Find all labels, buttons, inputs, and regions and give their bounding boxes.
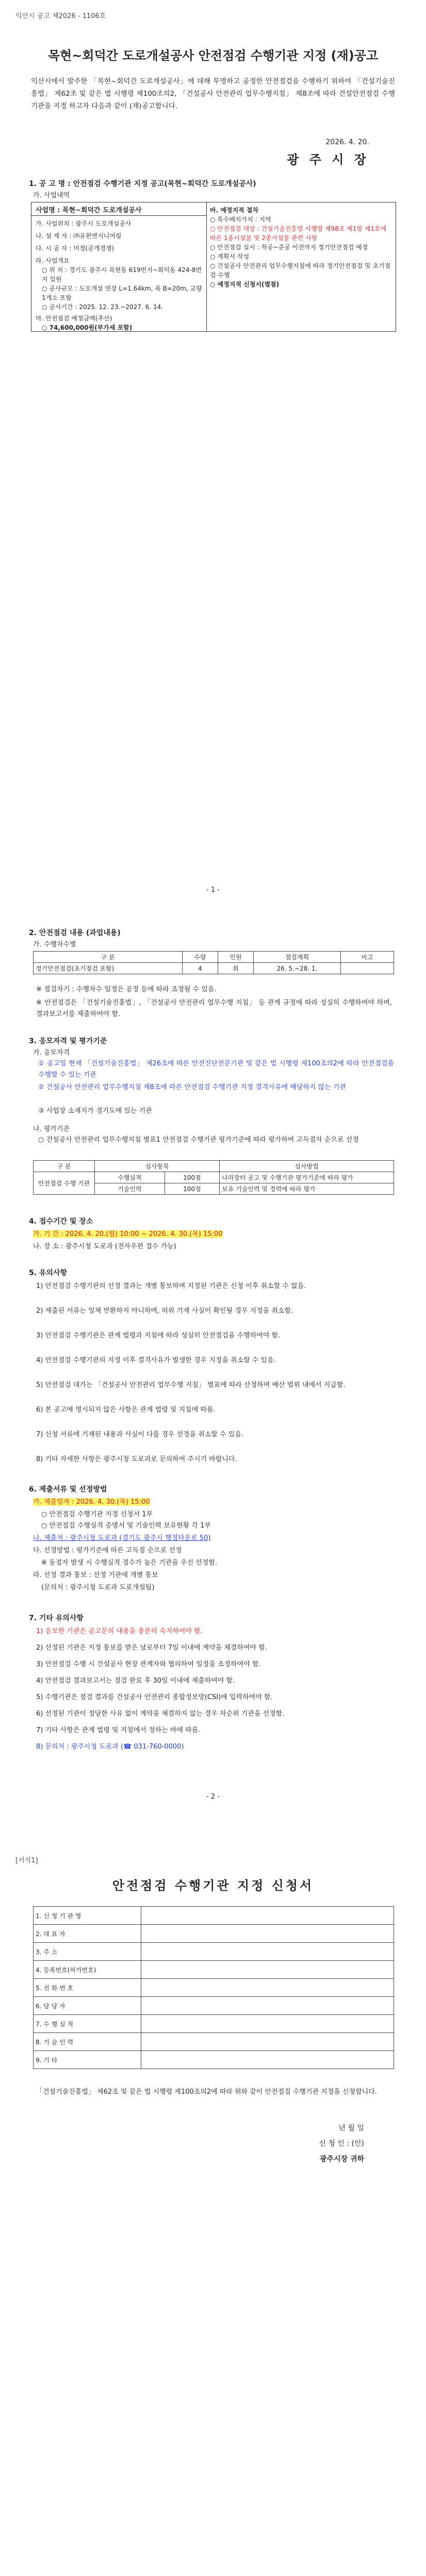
section-4-heading: 4. 접수기간 및 장소 bbox=[29, 1217, 93, 1226]
right-item: ○ 안전점검 대상 : 건설기술진흥법 시행령 제98조 제1항 제1호에 따른 1종시설물 및 2종시설물 관련 사항 bbox=[210, 225, 387, 242]
qualification: ② 건설공사 안전관리 업무수행지침 제8조에 따른 안전점검 수행기관 지정 결격사유에 해당하지 않는 기관 bbox=[38, 1083, 346, 1091]
section-6-heading: 6. 제출서류 및 선정방법 bbox=[29, 1485, 107, 1494]
etc-item: 8) 문의처 : 광주시청 도로과 (☎ 031-760-0000) bbox=[36, 1743, 184, 1751]
form-row bbox=[34, 1925, 394, 1943]
section-2-heading: 2. 안전점검 내용 (과업내용) bbox=[29, 929, 121, 937]
th-cell: 심사방법 bbox=[220, 1161, 394, 1172]
left-item: 가. 사업위치 : 광주시 도로개설공사 bbox=[36, 220, 132, 227]
notice-item: 6) 본 공고에 명시되지 않은 사항은 관계 법령 및 지침에 따름. bbox=[36, 1406, 216, 1414]
form-label-cell: 6. 담 당 자 bbox=[34, 1997, 141, 2015]
form-value-cell[interactable] bbox=[141, 1979, 394, 1997]
form-recipient: 광주시장 귀하 bbox=[319, 2155, 364, 2163]
section-7-heading: 7. 기타 유의사항 bbox=[29, 1614, 84, 1622]
left-item: ○ 위 치 : 경기도 광주시 목현동 619번지~회덕동 424-8번지 일원 bbox=[42, 266, 202, 283]
section-5-heading: 5. 유의사항 bbox=[29, 1269, 68, 1277]
left-item: 라. 사업개요 bbox=[36, 257, 70, 264]
td-cell: 보유 기술인력 및 경력에 따라 평가 bbox=[220, 1183, 394, 1195]
th-cell: 비고 bbox=[341, 952, 394, 963]
section-2-sub: 가. 수행차수별 bbox=[33, 941, 76, 948]
qualification: ③ 사업장 소재지가 경기도에 있는 기관 bbox=[38, 1107, 152, 1115]
form-row bbox=[34, 2015, 394, 2033]
left-item: 다. 시 공 자 : 미정(공개경쟁) bbox=[36, 245, 114, 252]
submit-place bbox=[33, 1532, 211, 1542]
form-label-cell: 5. 전 화 번 호 bbox=[34, 1979, 141, 1997]
left-item: ○ 공사기간 : 2025. 12. 23.~2027. 6. 14. bbox=[42, 303, 163, 311]
place: 나. 장 소 : 광주시청 도로과 (전자우편 접수 가능) bbox=[33, 1243, 176, 1250]
left-item: 나. 설 계 자 : ㈜유윈엔지니어링 bbox=[36, 232, 122, 240]
page-number: - 1 - bbox=[206, 886, 220, 894]
table-header-row bbox=[34, 1161, 394, 1172]
doc-number: 익산시 공고 제2026 - 1106호 bbox=[15, 12, 106, 20]
form-label-cell: 1. 신 청 기 관 명 bbox=[34, 1907, 141, 1925]
form-value-cell[interactable] bbox=[141, 1961, 394, 1979]
notice-item: 7) 신청 서류에 기재된 내용과 사실이 다를 경우 선정을 취소할 수 있음. bbox=[36, 1431, 243, 1438]
right-item: ○ 계획서 작성 bbox=[210, 253, 250, 260]
form-row bbox=[34, 1943, 394, 1961]
form-value-cell[interactable] bbox=[141, 2051, 394, 2069]
form-value-cell[interactable] bbox=[141, 2015, 394, 2033]
notice-item: 1) 안전점검 수행기관의 선정 결과는 개별 통보하며 지정된 기관은 신청 이후 취소할 수 없음. bbox=[36, 1282, 306, 1290]
form-row bbox=[34, 1979, 394, 1997]
etc-item: 4) 안전점검 결과보고서는 점검 완료 후 30일 이내에 제출하여야 함. bbox=[36, 1677, 235, 1685]
page-2 bbox=[0, 907, 426, 1814]
td-cell: 나라장터 공고 및 수행기관 평가기준에 따라 평가 bbox=[220, 1172, 394, 1183]
td-cell: 수행실적 bbox=[95, 1172, 165, 1183]
form-label-cell: 2. 대 표 자 bbox=[34, 1925, 141, 1943]
form-row bbox=[34, 1997, 394, 2015]
notice-item: 3) 안전점검 수행기관은 관계 법령과 지침에 따라 성실히 안전점검을 수행하여야 함. bbox=[36, 1332, 281, 1340]
form-label-cell: 7. 수 행 실 적 bbox=[34, 2015, 141, 2033]
th-cell: 수량 bbox=[183, 952, 218, 963]
right-item: 바. 예정지적 절차 bbox=[210, 207, 259, 214]
form-row bbox=[34, 2033, 394, 2051]
etc-item: 2) 선정된 기관은 지정 통보를 받은 날로부터 7일 이내에 계약을 체결하여야 함. bbox=[36, 1644, 267, 1652]
td-cell: 기술인력 bbox=[95, 1183, 165, 1195]
application-form-table bbox=[33, 1906, 394, 2069]
left-item: 마. 안전점검 예정금액(추산) bbox=[36, 315, 112, 322]
left-item: ○ 공사규모 : 도로개설 연장 L=1.64km, 폭 B=20m, 교량 1개소 포함 bbox=[42, 285, 202, 301]
project-title: 사업명 : 목현~회덕간 도로개설공사 bbox=[31, 202, 207, 216]
etc-item: 7) 기타 사항은 관계 법령 및 지침에서 정하는 바에 따름. bbox=[36, 1726, 201, 1734]
form-label-cell: 9. 기 타 bbox=[34, 2051, 141, 2069]
form-title: 안전점검 수행기관 지정 신청서 bbox=[112, 1878, 314, 1893]
form-label-cell: 8. 기 술 인 력 bbox=[34, 2033, 141, 2051]
td-cell: 26. 5.~28. 1. bbox=[254, 963, 341, 974]
right-item: ○ 예정지적 신청서(별첨) bbox=[210, 281, 280, 288]
section-3-sub1: 가. 응모자격 bbox=[33, 1049, 70, 1057]
criteria-text: ○ 건설공사 안전관리 업무수행지침 별표1 안전점검 수행기관 평가기준에 따라 평가하여 고득점자 순으로 선정 bbox=[38, 1136, 359, 1144]
result-notice: 라. 선정 결과 통보 : 선정 기관에 개별 통보 bbox=[33, 1571, 158, 1579]
submit-doc: ○ 안전점검 수행실적 증명서 및 기술인력 보유현황 각 1부 bbox=[41, 1522, 211, 1530]
period-text: 가. 기 간 : 2026. 4. 20.(월) 10:00 ~ 2026. 4. 30.(목) 15:00 bbox=[33, 1230, 223, 1238]
announce-date: 2026. 4. 20. bbox=[325, 138, 369, 146]
evaluation-table bbox=[33, 1160, 394, 1195]
table-row bbox=[34, 963, 394, 974]
etc-item: 3) 안전점검 수행 시 건설공사 현장 관계자와 협의하여 일정을 조정하여야 함. bbox=[36, 1660, 261, 1668]
th-cell: 구 분 bbox=[34, 1161, 95, 1172]
qualification: ① 공고일 현재 「건설기술진흥법」 제26조에 따른 안전진단전문기관 및 같은 법 시행령 제100조의2에 따라 안전점검을 수행할 수 있는 기관 bbox=[38, 1060, 394, 1079]
td-cell: 정기안전점검(초기점검 포함) bbox=[34, 963, 183, 974]
td-cell: 안전점검 수행 기관 bbox=[34, 1172, 95, 1195]
table-row bbox=[34, 1172, 394, 1183]
select-method: 다. 선정방법 : 평가기준에 따른 고득점 순으로 선정 bbox=[33, 1547, 182, 1554]
right-item: ○ 건설공사 안전관리 업무수행지침에 따라 정기안전점검 및 초기점검 수행 bbox=[210, 262, 391, 279]
table-header-row bbox=[34, 952, 394, 963]
tie-note: ※ 동점자 발생 시 수행실적 점수가 높은 기관을 우선 선정함. bbox=[41, 1559, 218, 1567]
section-3-sub2: 나. 평가기준 bbox=[33, 1125, 70, 1133]
left-item: ○ 74,600,000원(부가세 포함) bbox=[42, 324, 133, 331]
th-cell: 인원 bbox=[218, 952, 254, 963]
td-cell: 100점 bbox=[165, 1183, 220, 1195]
form-label-cell: 4. 등록번호(허가번호) bbox=[34, 1961, 141, 1979]
project-right-col bbox=[210, 206, 392, 289]
section-1-heading: 1. 공 고 명 : 안전점검 수행기관 지정 공고(목현~회덕간 도로개설공사) bbox=[29, 180, 256, 188]
form-value-cell[interactable] bbox=[141, 1997, 394, 2015]
page-number: - 2 - bbox=[206, 1793, 220, 1801]
form-value-cell[interactable] bbox=[141, 2033, 394, 2051]
form-label-cell: 3. 주 소 bbox=[34, 1943, 141, 1961]
notice-item: 5) 안전점검 대가는 「건설공사 안전관리 업무수행 지침」 별표에 따라 산정하며 예산 범위 내에서 지급함. bbox=[36, 1381, 346, 1389]
form-row bbox=[34, 2051, 394, 2069]
form-statement: 「건설기술진흥법」 제62조 및 같은 법 시행령 제100조의2에 따라 위와 같이 안전점검 수행기관 지정을 신청합니다. bbox=[36, 2088, 377, 2096]
intro-paragraph: 익산시에서 발주한 「목현~회덕간 도로개설공사」에 대해 투명하고 공정한 안전점검을 수행하기 위하여 「건설기술진흥법」 제62조 및 같은 법 시행령 제100조의2, 「건설공사 안전관리 업무수행지침」 제8조에 따라 건설안전점검 수행기관을 지정 하고자 다음과 같이 (재)공고합니다. bbox=[31, 77, 395, 110]
form-row bbox=[34, 1961, 394, 1979]
right-item: ○ 안전점검 실시 : 착공~준공 이전까지 정기안전점검 예정 bbox=[210, 244, 368, 251]
submit-date-text: 가. 제출일자 : 2026. 4. 30.(목) 15:00 bbox=[33, 1498, 150, 1506]
notice-item: 4) 안전점검 수행기관의 지정 이후 결격사유가 발생한 경우 지정을 취소할 수 있음. bbox=[36, 1357, 276, 1364]
submit-date bbox=[33, 1496, 150, 1506]
notice-item: 2) 제출된 서류는 일체 반환하지 아니하며, 허위 기재 사실이 확인될 경우 지정을 취소함. bbox=[36, 1307, 293, 1315]
submit-place-text: 나. 제출처 : 광주시청 도로과 (경기도 광주시 행정타운로 50) bbox=[33, 1534, 211, 1542]
etc-item: 6) 선정된 기관이 정당한 사유 없이 계약을 체결하지 않는 경우 차순위 기관을 선정함. bbox=[36, 1710, 285, 1718]
form-value-cell[interactable] bbox=[141, 1943, 394, 1961]
period bbox=[33, 1228, 223, 1238]
form-row bbox=[34, 1907, 394, 1925]
submit-doc: ○ 안전점검 수행기관 지정 신청서 1부 bbox=[41, 1511, 153, 1518]
th-cell: 구 분 bbox=[34, 952, 183, 963]
th-cell: 심사항목 bbox=[95, 1161, 220, 1172]
td-cell: 회 bbox=[218, 963, 254, 974]
page-1 bbox=[0, 0, 426, 907]
td-cell: 100점 bbox=[165, 1172, 220, 1183]
project-left-col bbox=[31, 216, 207, 331]
form-signer: 신 청 인 : (인) bbox=[319, 2140, 364, 2148]
page-title: 목현~회덕간 도로개설공사 안전점검 수행기관 지정 (재)공고 bbox=[47, 48, 379, 63]
td-cell bbox=[341, 963, 394, 974]
workload-table bbox=[33, 951, 394, 974]
form-label: [서식1] bbox=[15, 1857, 38, 1865]
section-3-heading: 3. 응모자격 및 평가기준 bbox=[29, 1037, 107, 1045]
etc-item: 5) 수행기관은 점검 결과를 건설공사 안전관리 종합정보망(CSI)에 입력하여야 함. bbox=[36, 1693, 273, 1701]
right-item: ○ 특수배치가치 : 지역 bbox=[210, 216, 271, 223]
issuer: 광 주 시 장 bbox=[287, 152, 369, 167]
page-3 bbox=[0, 1814, 426, 2576]
td-cell: 4 bbox=[183, 963, 218, 974]
contact: (문의처 : 광주시청 도로과 도로개설팀) bbox=[41, 1584, 155, 1591]
note: ※ 점검차기 : 수행차수 일정은 공정 등에 따라 조정될 수 있음. bbox=[36, 986, 217, 993]
etc-item: 1) 응모한 기관은 공고문의 내용을 충분히 숙지하여야 함. bbox=[36, 1628, 203, 1635]
project-box bbox=[31, 202, 396, 332]
form-value-cell[interactable] bbox=[141, 1907, 394, 1925]
th-cell: 점검계획 bbox=[254, 952, 341, 963]
note: ※ 안전점검은 「건설기술진흥법」, 「건설공사 안전관리 업무수행 지침」 등 관계 규정에 따라 성실히 수행하여야 하며, 결과보고서를 제출하여야 함. bbox=[36, 999, 392, 1018]
section-1-sub: 가. 사업내역 bbox=[33, 192, 70, 199]
notice-item: 8) 기타 자세한 사항은 광주시청 도로과로 문의하여 주시기 바랍니다. bbox=[36, 1455, 237, 1463]
form-date: 년 월 일 bbox=[338, 2124, 364, 2132]
form-value-cell[interactable] bbox=[141, 1925, 394, 1943]
